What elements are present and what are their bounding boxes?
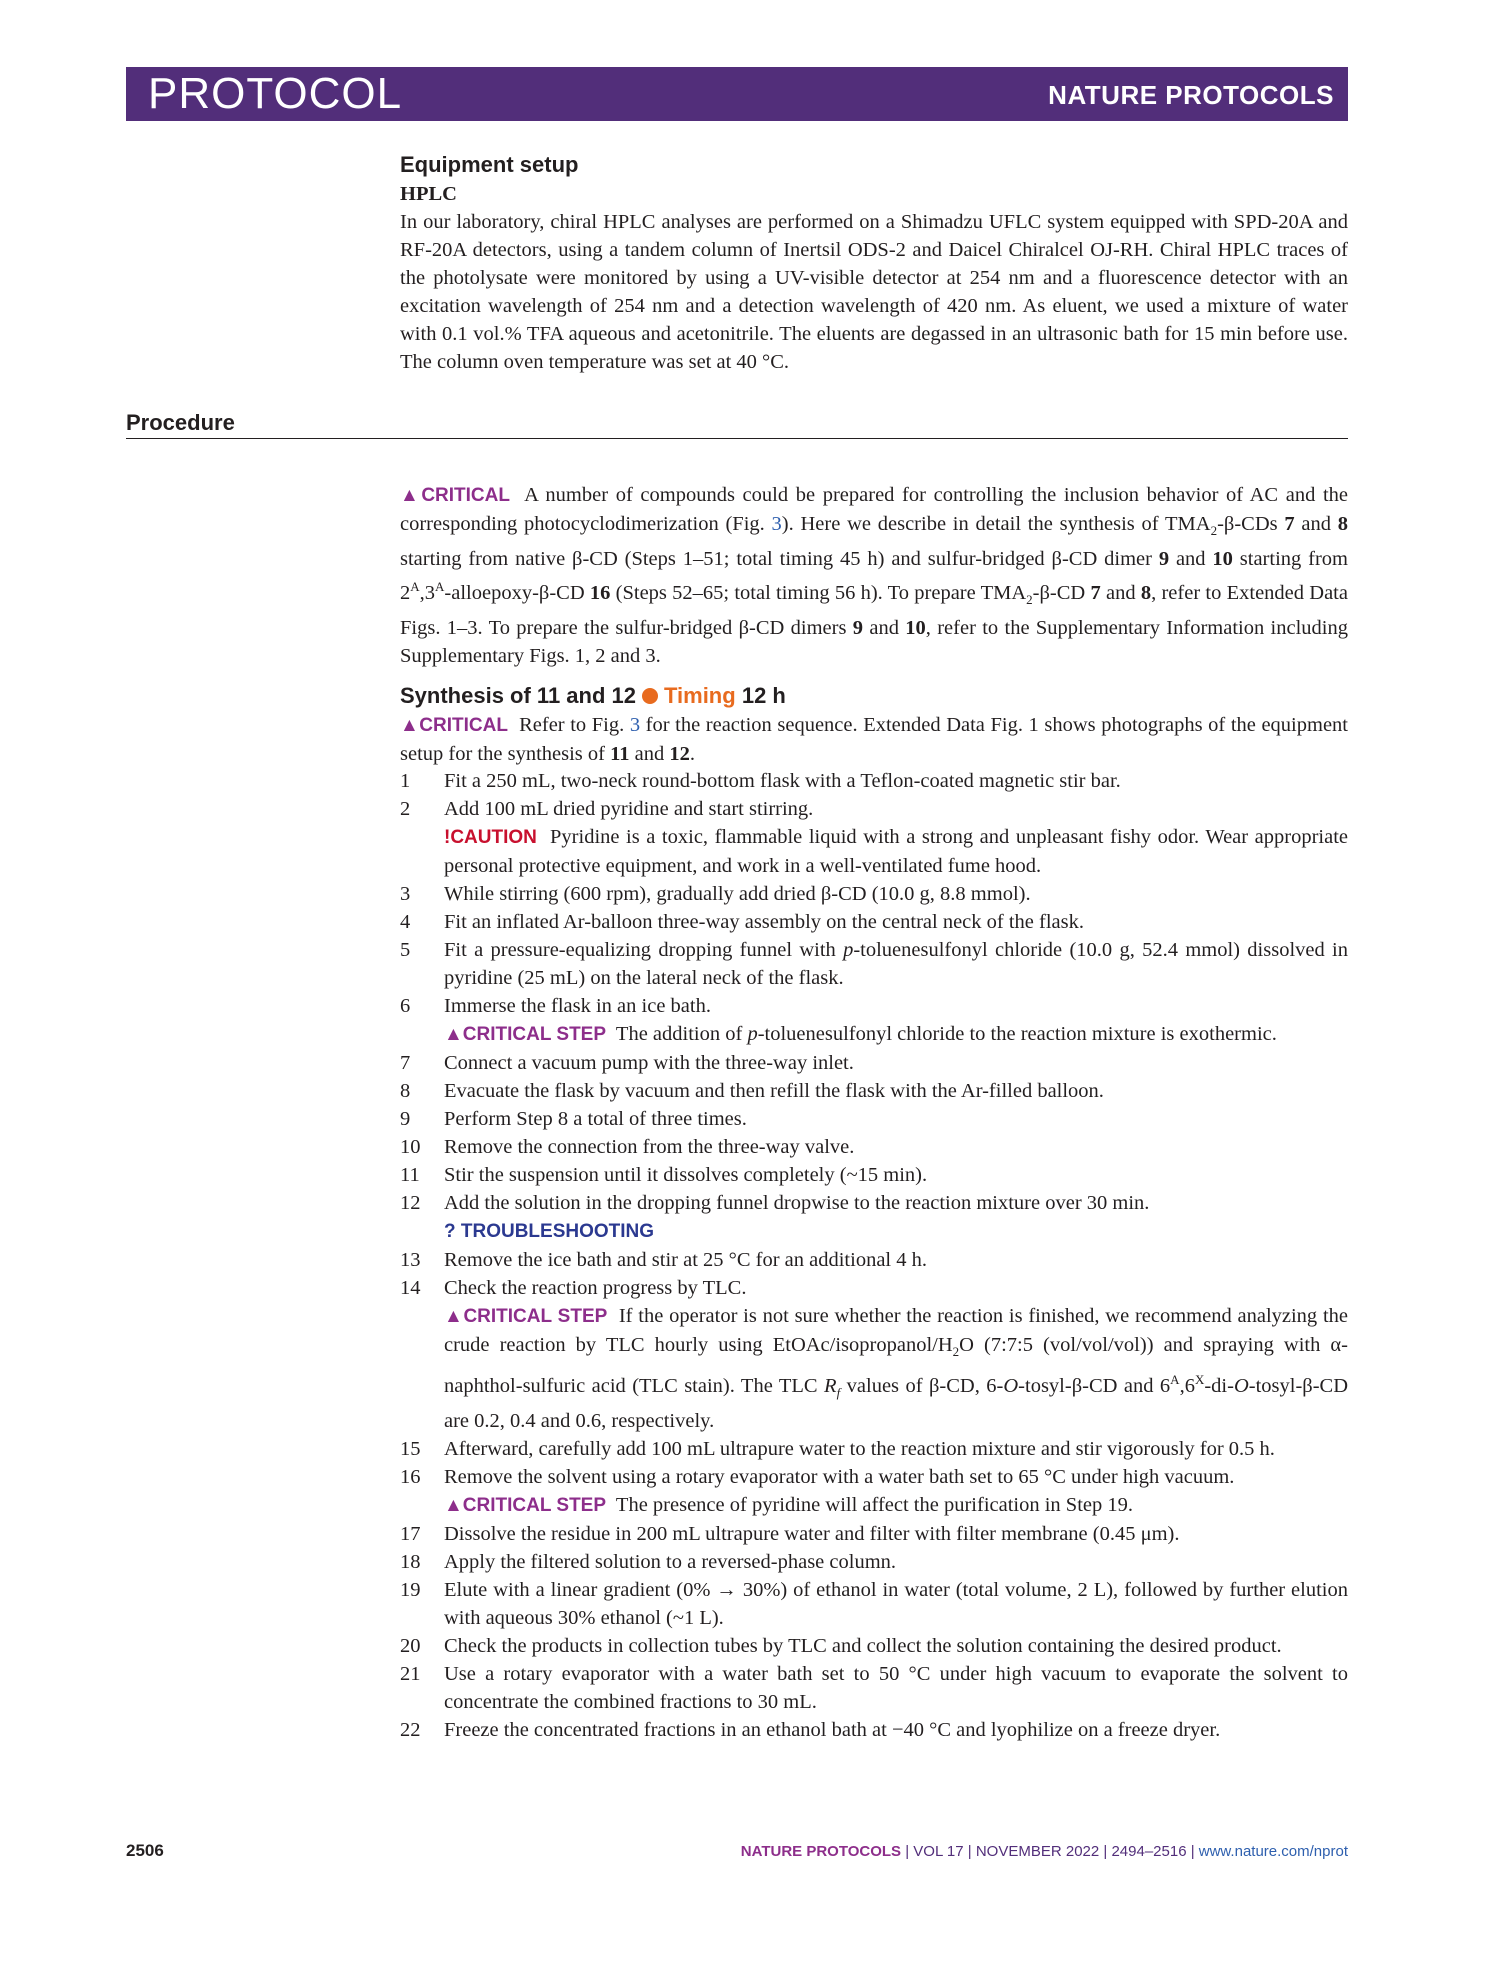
divider — [126, 438, 1348, 439]
troubleshooting-link: ? TROUBLESHOOTING — [444, 1221, 655, 1242]
hplc-paragraph: In our laboratory, chiral HPLC analyses are performed on a Shimadzu UFLC system equipped with SPD-20A and RF-20A detectors, using a tandem column of Inertsil ODS-2 and Daicel Chiralcel OJ-RH. Chiral HPLC traces of the photolysate were monitored by using a UV-visible detector at 254 nm and a fluorescence detector with an excitation wavelength of 254 nm and a detection wavelength of 420 nm. As eluent, we used a mixture of water with 0.1 vol.% TFA aqueous and acetonitrile. The eluents are degassed in an ultrasonic bath for 15 min before use. The column oven temperature was set at 40 °C. — [400, 211, 1348, 373]
step-list — [400, 767, 1348, 1744]
critical-step-note: ▲CRITICAL STEP The presence of pyridine will affect the purification in Step 19. — [444, 1494, 1133, 1517]
critical-step-note: ▲CRITICAL STEP The addition of p-toluenesulfonyl chloride to the reaction mixture is exothermic. — [444, 1023, 1277, 1045]
list-item: 4 Fit an inflated Ar-balloon three-way assembly on the central neck of the flask. — [400, 911, 1085, 933]
list-item: 11 Stir the suspension until it dissolves completely (~15 min). — [400, 1164, 928, 1186]
timing-dot-icon — [642, 688, 658, 704]
list-item: 22 Freeze the concentrated fractions in an ethanol bath at −40 °C and lyophilize on a freeze dryer. — [400, 1719, 1221, 1742]
list-item: 10 Remove the connection from the three-way valve. — [400, 1136, 855, 1158]
fig-link[interactable]: 3 — [771, 513, 782, 535]
list-item: 8 Evacuate the flask by vacuum and then refill the flask with the Ar-filled balloon. — [400, 1080, 1104, 1102]
section-label: PROTOCOL — [148, 69, 403, 118]
list-item: 16 Remove the solvent using a rotary evaporator with a water bath set to 65 °C under high vacuum. — [400, 1466, 1235, 1489]
procedure-heading: Procedure — [126, 410, 235, 435]
list-item: 17 Dissolve the residue in 200 mL ultrapure water and filter with filter membrane (0.45 μm). — [400, 1523, 1180, 1546]
list-item: 20 Check the products in collection tubes by TLC and collect the solution containing the desired product. — [400, 1635, 1282, 1658]
hplc-heading: HPLC — [400, 183, 457, 205]
list-item: 12 Add the solution in the dropping funnel dropwise to the reaction mixture over 30 min. — [400, 1192, 1150, 1214]
synthesis-heading: Synthesis of 11 and 12 Timing 12 h — [400, 683, 786, 708]
critical-tag: ▲CRITICAL — [400, 485, 510, 506]
page-number: 2506 — [126, 1841, 164, 1860]
list-item: 15 Afterward, carefully add 100 mL ultrapure water to the reaction mixture and stir vigorously for 0.5 h. — [400, 1438, 1275, 1461]
list-item: 19 Elute with a linear gradient (0% → 30%) of ethanol in water (total volume, 2 L), followed by further elution with aqueous 30% ethanol (~1 L). — [400, 1579, 1348, 1630]
list-item: 3 While stirring (600 rpm), gradually add dried β-CD (10.0 g, 8.8 mmol). — [400, 883, 1031, 905]
caution-note: !CAUTION Pyridine is a toxic, flammable liquid with a strong and unpleasant fishy odor. Wear appropriate personal protective equipment, and work in a well-ventilated fume hood. — [444, 826, 1349, 877]
list-item: 14 Check the reaction progress by TLC. — [400, 1277, 747, 1299]
list-item: 5 Fit a pressure-equalizing dropping funnel with p-toluenesulfonyl chloride (10.0 g, 52.4 mmol) dissolved in pyridine (25 mL) on the lateral neck of the flask. — [400, 939, 1348, 989]
list-item: 1 Fit a 250 mL, two-neck round-bottom flask with a Teflon-coated magnetic stir bar. — [400, 770, 1121, 792]
list-item: 9 Perform Step 8 a total of three times. — [400, 1108, 747, 1130]
list-item: 7 Connect a vacuum pump with the three-way inlet. — [400, 1052, 854, 1074]
header-bar — [126, 67, 1348, 121]
intro-paragraph: ▲CRITICAL A number of compounds could be prepared for controlling the inclusion behavior of AC and the corresponding photocyclodimerization (Fig. 3). Here we describe in detail the synthesis of $TMA_2-\beta$-CDs 7 and 8 starting from native β-CD (Steps 1–51; total timing 45 h) and sulfur-bridged β-CD dimer 9 and 10 starting from $2^A,3^A-alloepoxy-\beta-CD$ 16 (Steps 52–65; total timing 56 h). To prepare $TMA_2-\beta-CD$ 7 and 8, refer to Extended Data Figs. 1–3. To prepare the sulfur-bridged β-CD dimers 9 and 10, refer to the Supplementary Information including Supplementary Figs. 1, 2 and 3. — [400, 484, 1348, 668]
list-item: 18 Apply the filtered solution to a reversed-phase column. — [400, 1551, 897, 1574]
list-item: 6 Immerse the flask in an ice bath. — [400, 995, 711, 1017]
equipment-setup-heading: Equipment setup — [400, 152, 579, 177]
critical-step-note: ▲CRITICAL STEP If the operator is not sure whether the reaction is finished, we recommend analyzing the crude reaction by TLC hourly using EtOAc/$isopropanol/H_2O$ (7:7:5 (vol/vol/vol)) and spraying with α-naphthol-sulfuric acid (TLC stain). The TLC $R_f$ values of β-CD, 6-O-tosyl-β-CD and $6^A,6^X-di-O-tosyl-\beta-CD$ are 0.2, 0.4 and 0.6, respectively. — [444, 1305, 1349, 1433]
list-item: 21 Use a rotary evaporator with a water bath set to 50 °C under high vacuum to evaporate the solvent to concentrate the combined fractions to 30 mL. — [400, 1663, 1348, 1714]
journal-url-link[interactable]: www.nature.com/nprot — [1198, 1843, 1348, 1860]
list-item: 13 Remove the ice bath and stir at 25 °C for an additional 4 h. — [400, 1249, 927, 1271]
list-item: 2 Add 100 mL dried pyridine and start stirring. — [400, 798, 814, 820]
fig-link[interactable]: 3 — [629, 714, 641, 736]
journal-name: NATURE PROTOCOLS — [1048, 80, 1334, 110]
synthesis-critical: ▲CRITICAL Refer to Fig. 3 for the reaction sequence. Extended Data Fig. 1 shows photographs of the equipment setup for the synthesis of 11 and 12. — [400, 714, 1348, 765]
footer-citation: NATURE PROTOCOLS | VOL 17 | NOVEMBER 2022 | 2494–2516 | www.nature.com/nprot — [740, 1843, 1348, 1860]
